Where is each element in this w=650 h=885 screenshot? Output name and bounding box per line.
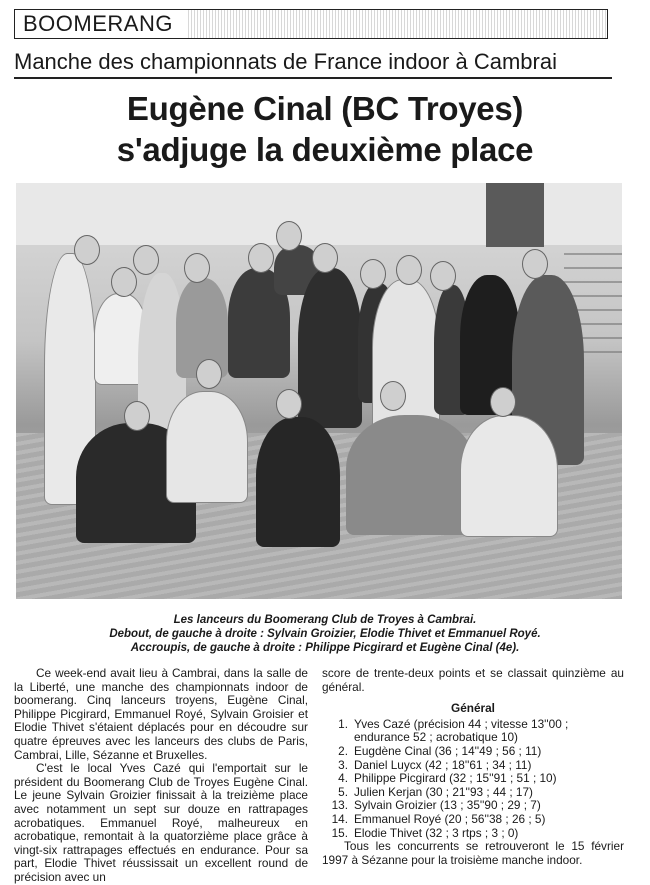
article-column-right <box>322 667 624 867</box>
results-item <box>322 745 624 759</box>
caption-line-3: Accroupis, de gauche à droite : Philippe Picgirard et Eugène Cinal (4e). <box>130 642 520 654</box>
article-headline <box>0 88 650 170</box>
results-rank: 2. <box>338 743 348 758</box>
results-text: Elodie Thivet (32 ; 3 rtps ; 3 ; 0) <box>354 825 519 840</box>
section-rubric <box>14 9 608 39</box>
photo-head <box>133 245 159 275</box>
photo-head <box>124 401 150 431</box>
photo-person <box>298 268 362 428</box>
photo-head <box>248 243 274 273</box>
team-photo <box>16 183 622 599</box>
caption-line-2: Debout, de gauche à droite : Sylvain Groizier, Elodie Thivet et Emmanuel Royé. <box>109 628 541 640</box>
photo-person <box>460 415 558 537</box>
headline-line-1: Eugène Cinal (BC Troyes) <box>126 90 524 127</box>
article-paragraph: score de trente-deux points et se classait quinzième au général. <box>322 666 624 694</box>
results-text: Yves Cazé (précision 44 ; vitesse 13''00 ; endurance 52 ; acrobatique 10) <box>354 716 569 745</box>
photo-head <box>184 253 210 283</box>
article-paragraph: Ce week-end avait lieu à Cambrai, dans la salle de la Liberté, une manche des championnats indoor de boomerang. Cinq lanceurs troyens, Eugène Cinal, Philippe Picgirard, Emmanuel Royé, Sylvain Groisier et Elodie Thivet s'étaient déplacés pour en découdre sur quatre épreuves avec les lanceurs des clubs de Paris, Cambrai, Lille, Sézanne et Bruxelles. <box>14 666 308 762</box>
photo-head <box>396 255 422 285</box>
results-rank: 3. <box>338 757 348 772</box>
headline-line-2: s'adjuge la deuxième place <box>116 131 534 168</box>
results-rank: 5. <box>338 784 348 799</box>
article-paragraph: C'est le local Yves Cazé qui l'emportait sur le président du Boomerang Club de Troyes Eugène Cinal. Le jeune Sylvain Groizier finissait à la treizième place avec notamment un sept sur douze en rattrapages acrobatiques. Emmanuel Royé, malheureux en acrobatique, remontait à la quatorzième place grâce à vingt-six rattrapages effectués en endurance. Pour sa part, Elodie Thivet réussissait un excellent round de précision avec un <box>14 761 308 884</box>
results-list <box>322 718 624 840</box>
photo-person <box>166 391 248 503</box>
results-item <box>322 827 624 841</box>
photo-head <box>312 243 338 273</box>
article-closing: Tous les concurrents se retrouveront le 15 février 1997 à Sézanne pour la troisième manche indoor. <box>322 839 624 867</box>
photo-head <box>430 261 456 291</box>
results-rank: 4. <box>338 771 348 786</box>
results-item <box>322 786 624 800</box>
photo-head <box>111 267 137 297</box>
results-item <box>322 799 624 813</box>
photo-head <box>490 387 516 417</box>
photo-person <box>346 415 476 535</box>
results-rank: 1. <box>338 716 348 731</box>
results-item <box>322 772 624 786</box>
photo-head <box>522 249 548 279</box>
results-text: Sylvain Groizier (13 ; 35''90 ; 29 ; 7) <box>354 798 541 813</box>
results-heading: Général <box>451 701 495 716</box>
article-column-left <box>14 667 308 885</box>
results-item <box>322 759 624 773</box>
results-text: Philippe Picgirard (32 ; 15''91 ; 51 ; 10) <box>354 771 557 786</box>
results-rank: 14. <box>331 811 348 826</box>
photo-door <box>486 183 544 247</box>
photo-head <box>276 221 302 251</box>
results-item <box>322 718 624 745</box>
photo-head <box>74 235 100 265</box>
results-text: Eugdène Cinal (36 ; 14''49 ; 56 ; 11) <box>354 743 542 758</box>
results-text: Julien Kerjan (30 ; 21''93 ; 44 ; 17) <box>354 784 533 799</box>
results-text: Emmanuel Royé (20 ; 56''38 ; 26 ; 5) <box>354 811 546 826</box>
photo-person <box>256 417 340 547</box>
article-subhead: Manche des championnats de France indoor à Cambrai <box>14 47 612 79</box>
photo-head <box>360 259 386 289</box>
results-rank: 13. <box>331 798 348 813</box>
results-rank: 15. <box>331 825 348 840</box>
photo-caption <box>0 613 650 655</box>
photo-head <box>196 359 222 389</box>
caption-line-1: Les lanceurs du Boomerang Club de Troyes à Cambrai. <box>173 614 477 626</box>
results-item <box>322 813 624 827</box>
photo-person <box>372 279 440 431</box>
photo-head <box>276 389 302 419</box>
photo-head <box>380 381 406 411</box>
rubric-label: BOOMERANG <box>15 10 187 38</box>
results-text: Daniel Luycx (42 ; 18''61 ; 34 ; 11) <box>354 757 532 772</box>
